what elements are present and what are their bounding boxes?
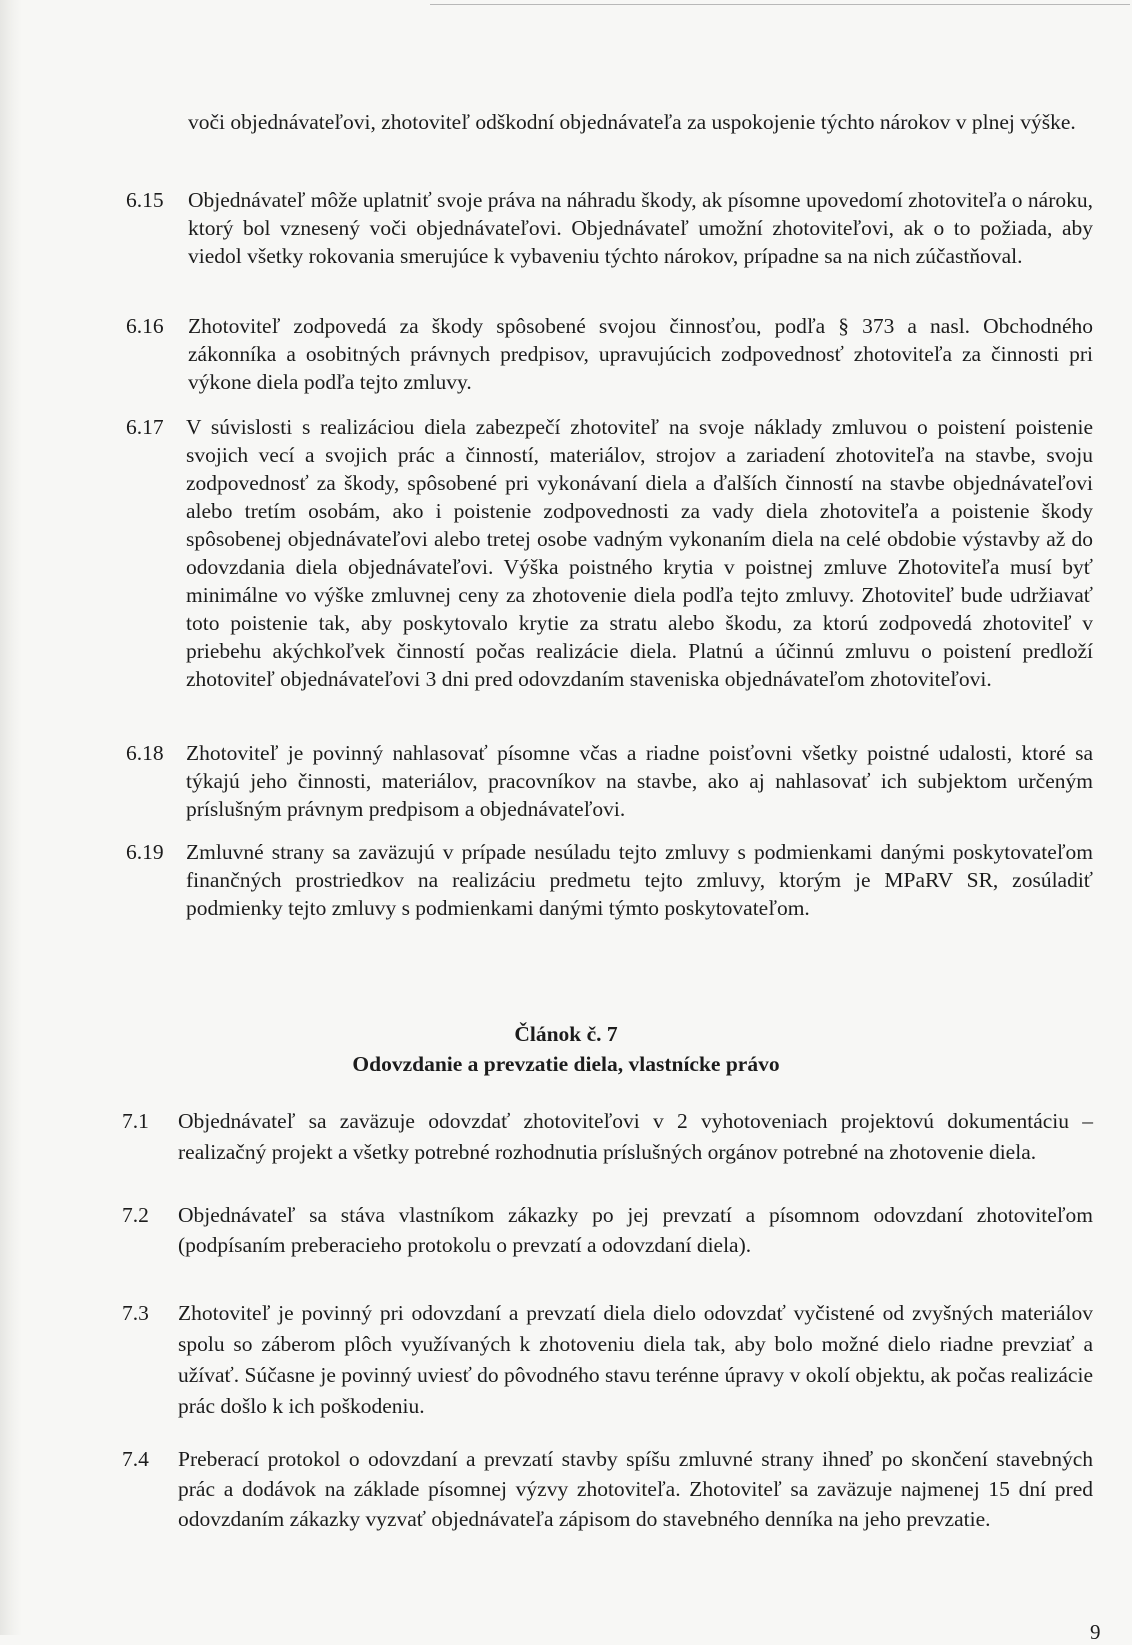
- clause-number: 7.2: [122, 1203, 149, 1227]
- clause-text: V súvislosti s realizáciou diela zabezpečí zhotoviteľ na svoje náklady zmluvou o poistení poistenie svojich vecí a svojich prác a činností, materiálov, strojov a zariadení zhotoviteľa na stavbe, svoju zodpovednosť za škody, spôsobené pri vykonávaní diela a ďalších činností na stavbe objednávateľovi alebo tretím osobám, ako i poistenie zodpovednosti za vady diela zhotoviteľa a poistenie škody spôsobenej objednávateľovi alebo tretej osobe vadným vykonaním diela na celé obdobie výstavby až do odovzdania diela objednávateľovi. Výška poistného krytia v poistnej zmluve Zhotoviteľa musí byť minimálne vo výške zmluvnej ceny za zhotovenie diela podľa tejto zmluvy. Zhotoviteľ bude udržiavať toto poistenie tak, aby poskytovalo krytie za stratu alebo škodu, za ktorú zodpovedá zhotoviteľ v priebehu akýchkoľvek činností počas realizácie diela. Platnú a účinnú zmluvu o poistení predloží zhotoviteľ objednávateľovi 3 dni pred odovzdaním staveniska objednávateľom zhotoviteľovi.: [186, 415, 1093, 691]
- clause-number: 7.3: [122, 1301, 149, 1325]
- clause-text: Zhotoviteľ je povinný pri odovzdaní a prevzatí diela dielo odovzdať vyčistené od zvyšných materiálov spolu so záberom plôch využívaných k zhotoveniu diela tak, aby bolo možné dielo riadne prevziať a užívať. Súčasne je povinný uviesť do pôvodného stavu terénne úpravy v okolí objektu, ak počas realizácie prác došlo k ich poškodeniu.: [178, 1301, 1093, 1418]
- article-number: Článok č. 7: [514, 1022, 618, 1046]
- clause-number: 6.17: [126, 415, 164, 439]
- clause-number: 7.4: [122, 1447, 149, 1471]
- clause-text: Zhotoviteľ je povinný nahlasovať písomne včas a riadne poisťovni všetky poistné udalosti, ktoré sa týkajú jeho činnosti, materiálov, pracovníkov na stavbe, ako aj nahlasovať ich subjektom určeným príslušným právnym predpisom a objednávateľovi.: [186, 741, 1093, 821]
- clause-number: 6.19: [126, 840, 164, 864]
- page-number: 9: [1090, 1620, 1101, 1644]
- continuation-paragraph: voči objednávateľovi, zhotoviteľ odškodní objednávateľa za uspokojenie týchto nárokov v plnej výške.: [188, 110, 1076, 134]
- clause-number: 6.15: [126, 188, 164, 212]
- scan-shadow-edge: [0, 0, 22, 1635]
- clause-text: Objednávateľ môže uplatniť svoje práva na náhradu škody, ak písomne upovedomí zhotoviteľa o nároku, ktorý bol vznesený voči objednávateľovi. Objednávateľ umožní zhotoviteľovi, ak o to požiada, aby viedol všetky rokovania smerujúce k vybaveniu týchto nárokov, prípadne sa na nich zúčastňoval.: [188, 188, 1093, 268]
- clause-number: 6.18: [126, 741, 164, 765]
- clause-text: Preberací protokol o odovzdaní a prevzatí stavby spíšu zmluvné strany ihneď po skončení stavebných prác a dodávok na základe písomnej výzvy zhotoviteľa. Zhotoviteľ sa zaväzuje najmenej 15 dní pred odovzdaním zákazky vyzvať objednávateľa zápisom do stavebného denníka na jeho prevzatie.: [178, 1447, 1093, 1531]
- clause-text: Objednávateľ sa stáva vlastníkom zákazky po jej prevzatí a písomnom odovzdaní zhotoviteľom (podpísaním preberacieho protokolu o prevzatí a odovzdaní diela).: [178, 1203, 1093, 1257]
- clause-number: 6.16: [126, 314, 164, 338]
- top-border-line: [430, 4, 1130, 5]
- clause-number: 7.1: [122, 1109, 149, 1133]
- clause-text: Objednávateľ sa zaväzuje odovzdať zhotoviteľovi v 2 vyhotoveniach projektovú dokumentáciu – realizačný projekt a všetky potrebné rozhodnutia príslušných orgánov potrebné na zhotovenie diela.: [178, 1109, 1093, 1164]
- clause-text: Zhotoviteľ zodpovedá za škody spôsobené svojou činnosťou, podľa § 373 a nasl. Obchodného zákonníka a osobitných právnych predpisov, upravujúcich zodpovednosť zhotoviteľa za činnosti pri výkone diela podľa tejto zmluvy.: [188, 314, 1093, 394]
- clause-text: Zmluvné strany sa zaväzujú v prípade nesúladu tejto zmluvy s podmienkami danými poskytovateľom finančných prostriedkov na realizáciu predmetu tejto zmluvy, ktorým je MPaRV SR, zosúladiť podmienky tejto zmluvy s podmienkami danými týmto poskytovateľom.: [186, 840, 1093, 920]
- article-title: Odovzdanie a prevzatie diela, vlastnícke právo: [352, 1052, 780, 1076]
